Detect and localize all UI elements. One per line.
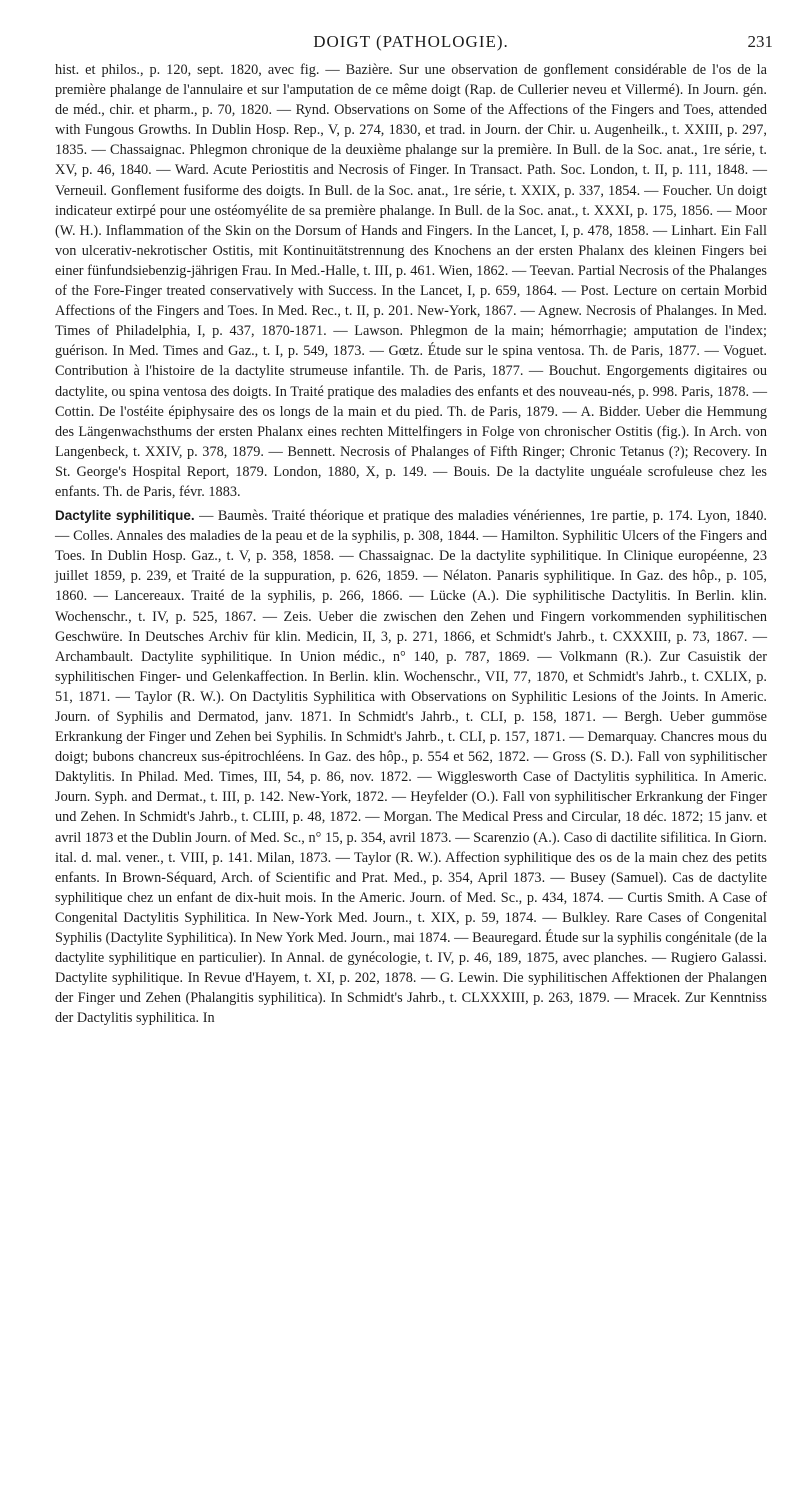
page-number: 231 (747, 32, 773, 51)
bibliography-body (55, 60, 767, 1029)
section-heading: Dactylite syphilitique. (55, 508, 195, 524)
page (55, 30, 773, 1029)
running-title: DOIGT (PATHOLOGIE). (313, 32, 509, 51)
running-header (55, 30, 773, 54)
paragraph-text: — Baumès. Traité théorique et pratique des maladies vénériennes, 1re partie, p. 174. Lyon, 1840. — Colles. Annales des maladies de la peau et de la syphilis, p. 308, 1844. — Hamilton. Syphilitic Ulcers of the Fingers and Toes. In Dublin Hosp. Gaz., t. V, p. 358, 1858. — Chassaignac. De la dactylite syphilitique. In Clinique européenne, 23 juillet 1859, p. 239, et Traité de la suppuration, p. 626, 1859. — Nélaton. Panaris syphilitique. In Gaz. des hôp., p. 105, 1860. — Lancereaux. Traité de la syphilis, p. 266, 1866. — Lücke (A.). Die syphilitische Dactylitis. In Berlin. klin. Wochenschr., t. IV, p. 525, 1867. — Zeis. Ueber die zwischen den Zehen und Fingern vorkommenden syphilitischen Geschwüre. In Deutsches Archiv für klin. Medicin, II, 3, p. 271, 1866, et Schmidt's Jahrb., t. CXXXIII, p. 73, 1867. — Archambault. Dactylite syphilitique. In Union médic., n° 140, p. 787, 1869. — Volkmann (R.). Zur Casuistik der syphilitischen Finger- und Gelenkaffection. In Berlin. klin. Wochenschr., VII, 77, 1870, et Schmidt's Jahrb., t. CXLIX, p. 51, 1871. — Taylor (R. W.). On Dactylitis Syphilitica with Observations on Syphilitic Lesions of the Joints. In Americ. Journ. of Syphilis and Dermatod, janv. 1871. In Schmidt's Jahrb., t. CLI, p. 158, 1871. — Bergh. Ueber gummöse Erkrankung der Finger und Zehen bei Syphilis. In Schmidt's Jahrb., t. CLI, p. 157, 1871. — Demarquay. Chancres mous du doigt; bubons chancreux sus-épitrochléens. In Gaz. des hôp., p. 554 et 562, 1872. — Gross (S. D.). Fall von syphilitischer Daktylitis. In Philad. Med. Times, III, 54, p. 86, nov. 1872. — Wigglesworth Case of Dactylitis syphilitica. In Americ. Journ. Syph. and Dermat., t. III, p. 142. New-York, 1872. — Heyfelder (O.). Fall von syphilitischer Erkrankung der Finger und Zehen. In Schmidt's Jahrb., t. CLIII, p. 48, 1872. — Morgan. The Medical Press and Circular, 18 déc. 1872; 15 janv. et avril 1873 et the Dublin Journ. of Med. Sc., n° 15, p. 354, avril 1873. — Scarenzio (A.). Caso di dactilite sifilitica. In Giorn. ital. d. mal. vener., t. VIII, p. 141. Milan, 1873. — Taylor (R. W.). Affection syphilitique des os de la main chez des petits enfants. In Brown-Séquard, Arch. of Scientific and Prat. Med., p. 354, April 1873. — Busey (Samuel). Cas de dactylite syphilitique chez un enfant de dix-huit mois. In the Americ. Journ. of Med. Sc., p. 434, 1874. — Curtis Smith. A Case of Congenital Dactylitis Syphilitica. In New-York Med. Journ., t. XIX, p. 59, 1874. — Bulkley. Rare Cases of Congenital Syphilis (Dactylite Syphilitica). In New York Med. Journ., mai 1874. — Beauregard. Étude sur la syphilis congénitale (de la dactylite syphilitique en particulier). In Annal. de gynécologie, t. IV, p. 46, 189, 1875, avec planches. — Rugiero Galassi. Dactylite syphilitique. In Revue d'Hayem, t. XI, p. 202, 1878. — G. Lewin. Die syphilitischen Affektionen der Phalangen der Finger und Zehen (Phalangitis syphilitica). In Schmidt's Jahrb., t. CLXXXIII, p. 263, 1879. — Mracek. Zur Kenntniss der Dactylitis syphilitica. In (55, 508, 767, 1027)
bibliography-paragraph-1 (55, 60, 767, 502)
paragraph-text: hist. et philos., p. 120, sept. 1820, avec fig. — Bazière. Sur une observation de gonflement considérable de l'os de la première phalange de l'annulaire et sur l'amputation de ce même doigt (Rap. de Cullerier neveu et Villermé). In Journ. gén. de méd., chir. et pharm., p. 70, 1820. — Rynd. Observations on Some of the Affections of the Fingers and Toes, attended with Fungous Growths. In Dublin Hosp. Rep., V, p. 274, 1830, et trad. in Journ. der Chir. u. Augenheilk., t. XXIII, p. 297, 1835. — Chassaignac. Phlegmon chronique de la deuxième phalange sur la première. In Bull. de la Soc. anat., 1re série, t. XV, p. 46, 1840. — Ward. Acute Periostitis and Necrosis of Finger. In Transact. Path. Soc. London, t. II, p. 111, 1848. — Verneuil. Gonflement fusiforme des doigts. In Bull. de la Soc. anat., 1re série, t. XXIX, p. 337, 1854. — Foucher. Un doigt indicateur extirpé pour une ostéomyélite de sa première phalange. In Bull. de la Soc. anat., t. XXXI, p. 175, 1856. — Moor (W. H.). Inflammation of the Skin on the Dorsum of Hands and Fingers. In the Lancet, I, p. 478, 1858. — Linhart. Ein Fall von ulcerativ-nekrotischer Ostitis, mit Kontinuitätstrennung des Knochens an der ersten Phalanx des kleinen Fingers bei einer fünfundsiebenzig-jährigen Frau. In Med.-Halle, t. III, p. 461. Wien, 1862. — Teevan. Partial Necrosis of the Phalanges of the Fore-Finger treated conservatively with Success. In the Lancet, I, p. 659, 1864. — Post. Lecture on certain Morbid Affections of the Fingers and Toes. In Med. Rec., t. II, p. 201. New-York, 1867. — Agnew. Necrosis of Phalanges. In Med. Times of Philadelphia, I, p. 437, 1870-1871. — Lawson. Phlegmon de la main; hémorrhagie; amputation de l'index; guérison. In Med. Times and Gaz., t. I, p. 549, 1873. — Gœtz. Étude sur le spina ventosa. Th. de Paris, 1877. — Voguet. Contribution à l'histoire de la dactylite strumeuse infantile. Th. de Paris, 1877. — Bouchut. Engorgements digitaires ou dactylite, ou spina ventosa des doigts. In Traité pratique des maladies des enfants et des nouveau-nés, p. 998. Paris, 1878. — Cottin. De l'ostéite épiphysaire des os longs de la main et du pied. Th. de Paris, 1879. — A. Bidder. Ueber die Hemmung des Längenwachsthums der ersten Phalanx eines rechten Mittelfingers in Folge von chronischer Ostitis (fig.). In Arch. von Langenbeck, t. XXIV, p. 378, 1879. — Bennett. Necrosis of Phalanges of Fifth Ringer; Chronic Tetanus (?); Recovery. In St. George's Hospital Report, 1879. London, 1880, X, p. 149. — Bouis. De la dactylite unguéale scrofuleuse chez les enfants. Th. de Paris, févr. 1883. (55, 62, 767, 500)
bibliography-paragraph-2 (55, 506, 767, 1028)
